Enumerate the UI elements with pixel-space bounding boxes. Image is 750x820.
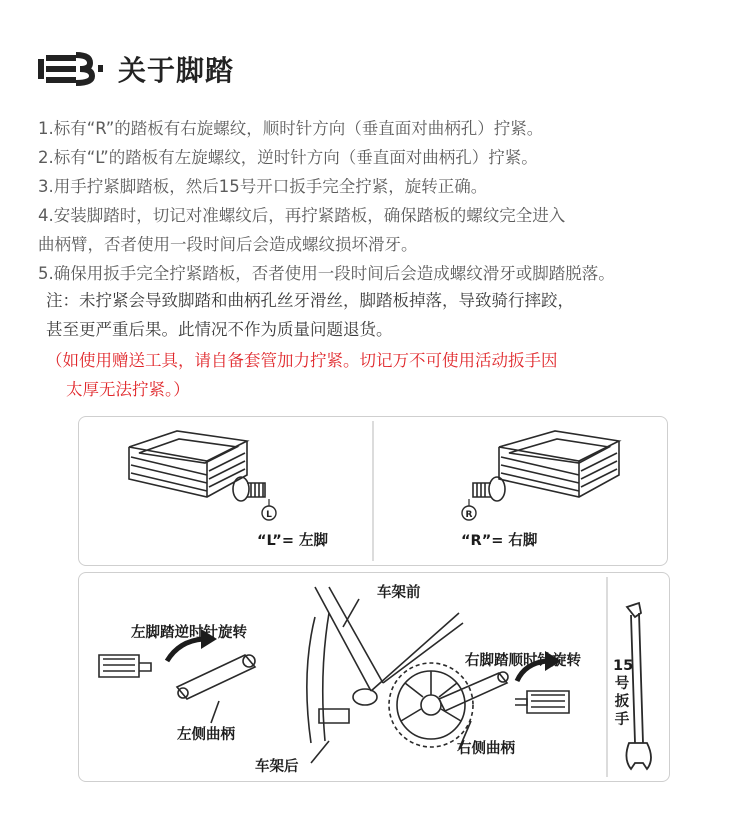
wrench-label-char-3: 手 [614, 712, 630, 728]
note-line-2: 甚至更严重后果。此情况不作为质量问题退货。 [46, 320, 393, 339]
note-block [46, 286, 736, 344]
left-pedal-caption: “L”= 左脚 [257, 533, 329, 549]
right-pedal-caption: “R”= 右脚 [461, 533, 538, 549]
step-4-continued: 曲柄臂，否者使用一段时间后会造成螺纹损坏滑牙。 [38, 235, 418, 254]
right-rotation-label: 右脚踏顺时针旋转 [465, 653, 581, 669]
warning-block [46, 346, 736, 404]
step-1: 1.标有“R”的踏板有右旋螺纹，顺时针方向（垂直面对曲柄孔）拧紧。 [38, 119, 544, 138]
note-line-1: 注：未拧紧会导致脚踏和曲柄孔丝牙滑丝，脚踏板掉落，导致骑行摔跤， [46, 291, 574, 310]
wrench-label-char-1: 号 [614, 676, 630, 692]
wrench-label-size: 15 [613, 658, 634, 674]
left-marker-text: L [266, 510, 272, 520]
page-title: 关于脚踏 [118, 54, 235, 87]
right-crank-label: 右侧曲柄 [457, 741, 515, 757]
step-5: 5.确保用扳手完全拧紧踏板，否者使用一段时间后会造成螺纹滑牙或脚踏脱落。 [38, 264, 615, 283]
warning-line-1: （如使用赠送工具，请自备套管加力拧紧。切记万不可使用活动扳手因 [46, 351, 558, 370]
warning-line-2: 太厚无法拧紧。） [66, 380, 190, 399]
pedal-marking-panel [78, 416, 668, 566]
wrench-label [613, 657, 634, 729]
brand-logo-icon [36, 51, 110, 87]
step-3: 3.用手拧紧脚踏板，然后15号开口扳手完全拧紧，旋转正确。 [38, 177, 488, 196]
frame-rear-label: 车架后 [255, 759, 299, 775]
installation-panel [78, 572, 670, 782]
step-2: 2.标有“L”的踏板有左旋螺纹，逆时针方向（垂直面对曲柄孔）拧紧。 [38, 148, 538, 167]
frame-front-label: 车架前 [377, 585, 421, 601]
wrench-label-char-2: 扳 [614, 694, 630, 710]
crank-illustration [79, 573, 669, 781]
step-4: 4.安装脚踏时，切记对准螺纹后，再拧紧踏板，确保踏板的螺纹完全进入 [38, 206, 566, 225]
pedal-illustration [79, 417, 667, 565]
left-rotation-label: 左脚踏逆时针旋转 [131, 625, 247, 641]
left-crank-label: 左侧曲柄 [177, 727, 235, 743]
instruction-steps [38, 114, 728, 288]
section-header [36, 44, 234, 94]
right-marker-text: R [465, 510, 473, 520]
